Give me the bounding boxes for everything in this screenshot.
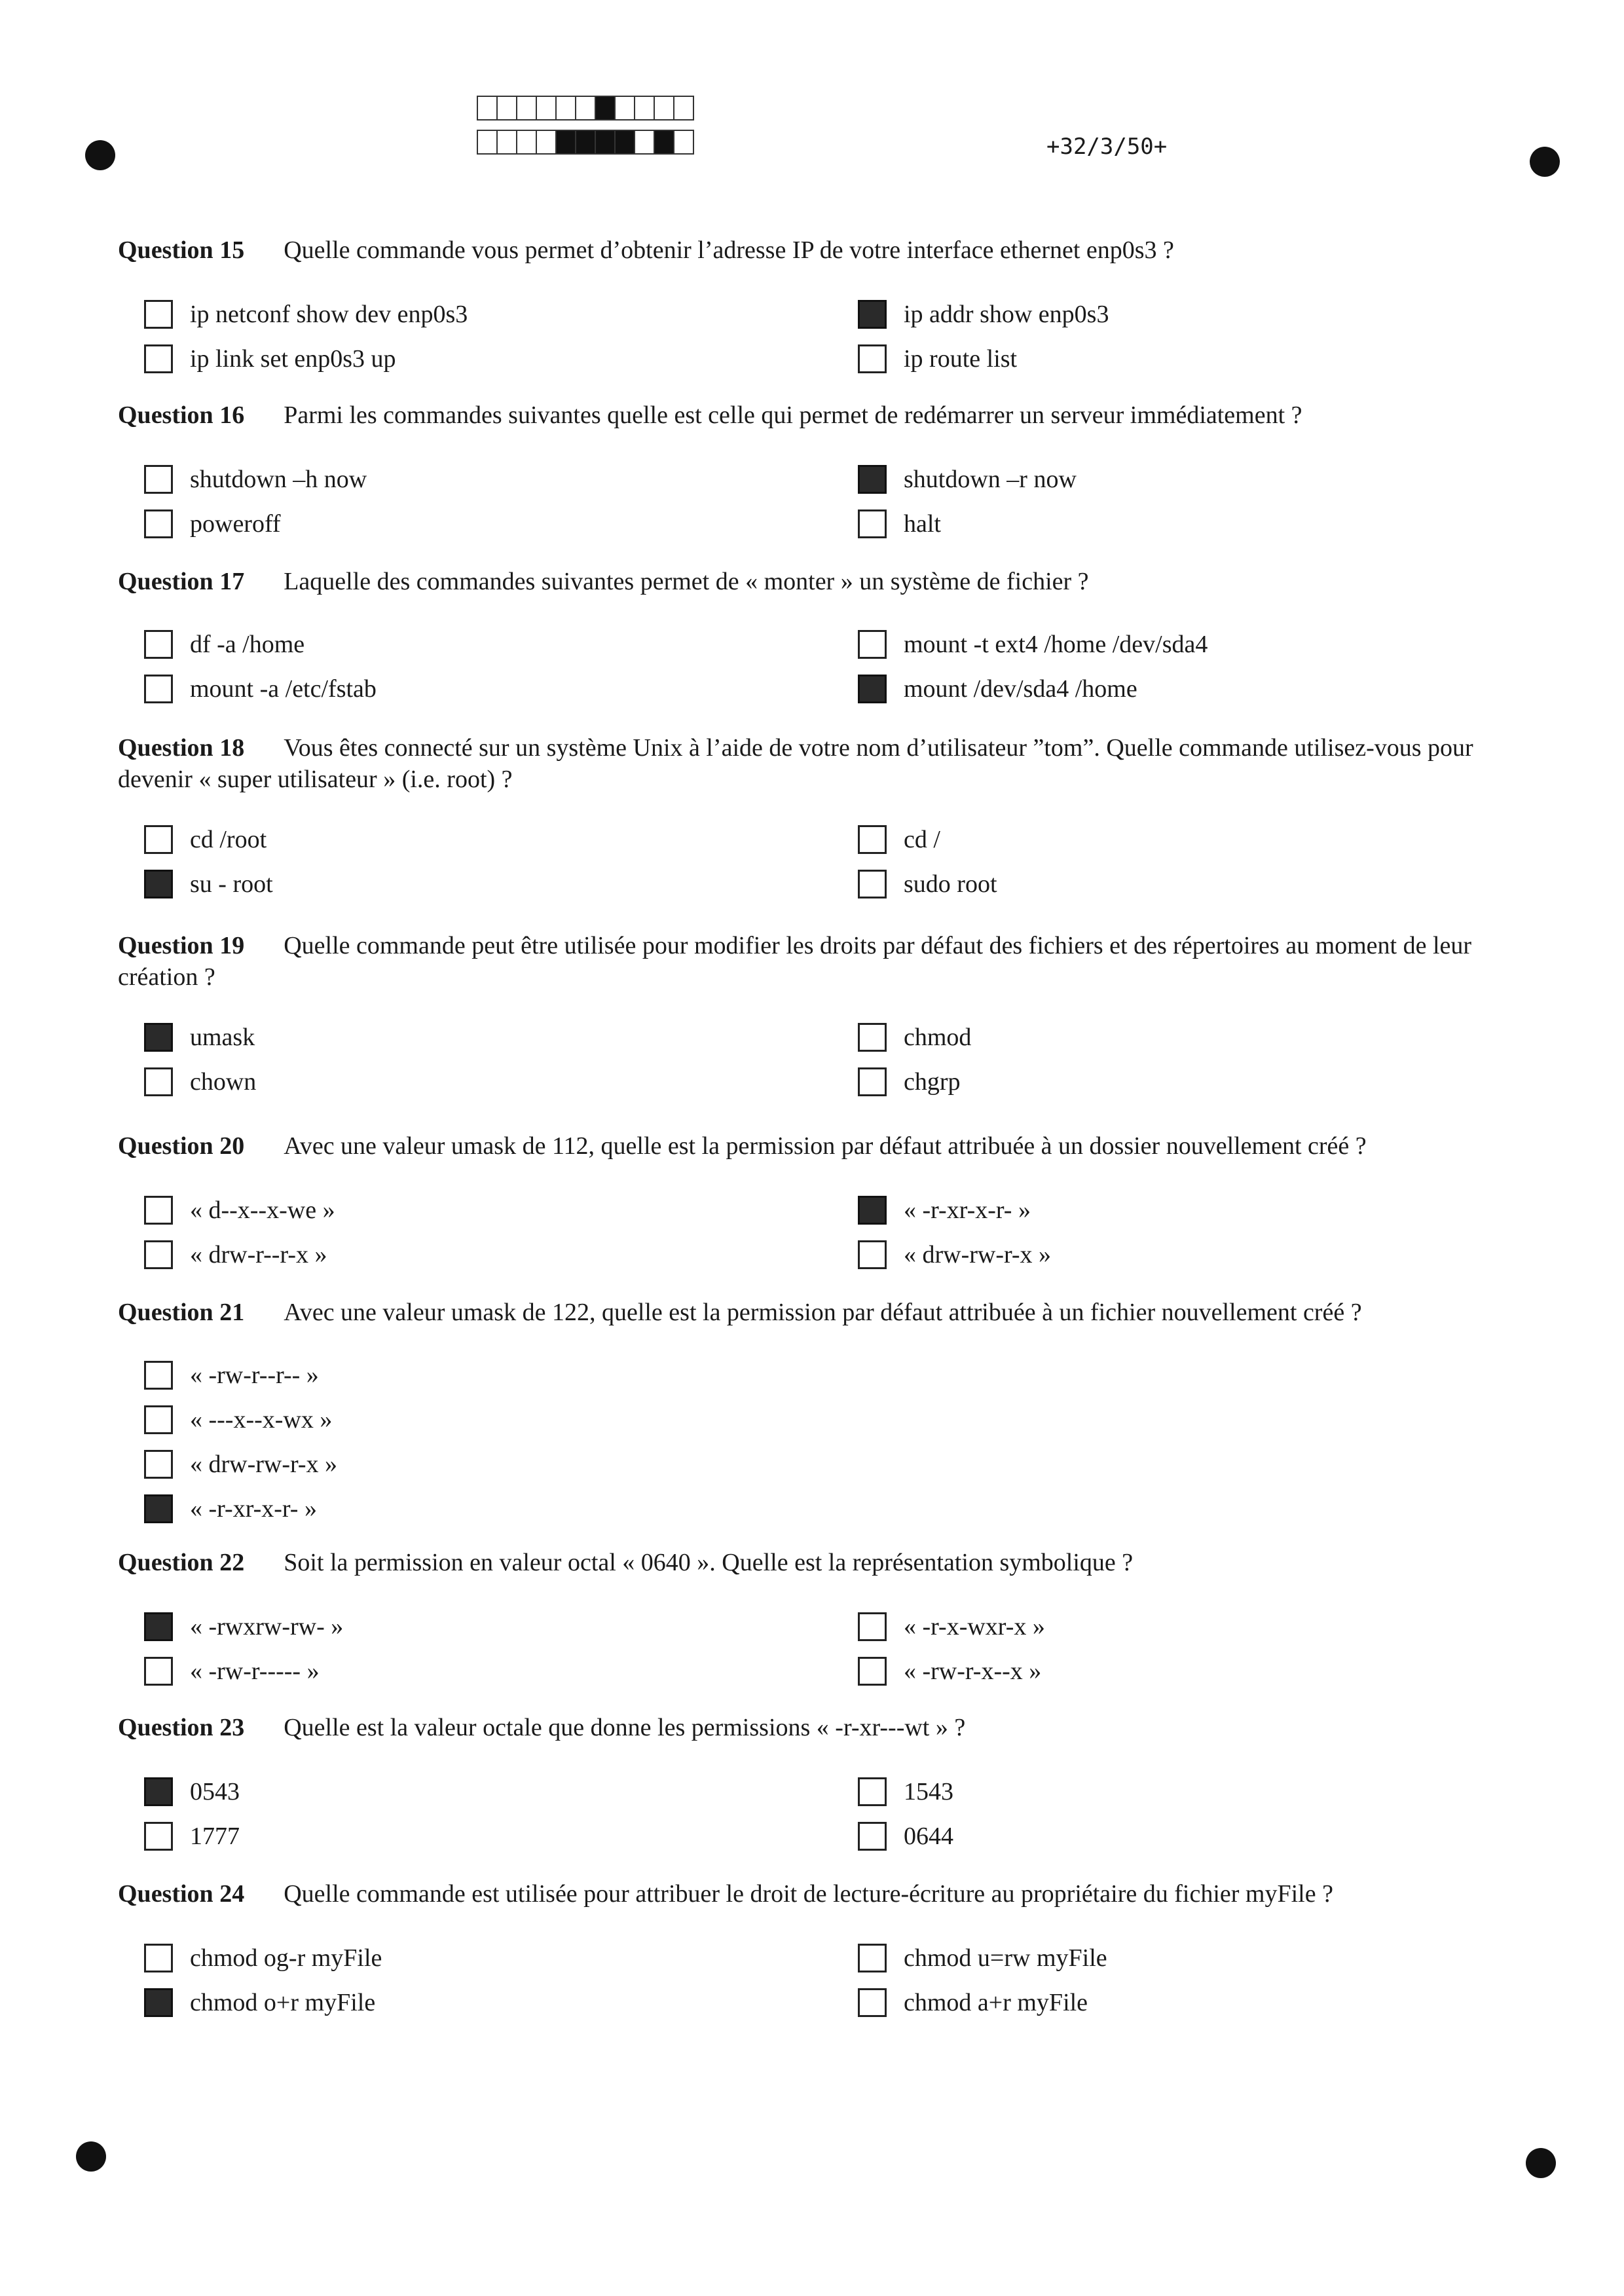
question-16 — [118, 399, 1526, 431]
checkbox[interactable] — [858, 1067, 887, 1096]
answer-label: chown — [190, 1068, 257, 1096]
answer-option[interactable] — [858, 1192, 1031, 1229]
registration-mark-top-left — [85, 140, 115, 170]
answer-label: chmod u=rw myFile — [904, 1944, 1107, 1972]
answer-option[interactable] — [858, 296, 1109, 333]
question-text: Quelle est la valeur octale que donne les permissions « -r-xr---wt » ? — [284, 1714, 966, 1741]
answer-option[interactable] — [858, 1064, 961, 1100]
barcode-cell — [496, 96, 517, 120]
question-22 — [118, 1547, 1526, 1578]
barcode-cell — [477, 96, 498, 120]
checkbox-checked[interactable] — [858, 300, 887, 329]
answer-label: « drw-rw-r-x » — [904, 1241, 1052, 1268]
answer-label: chmod og-r myFile — [190, 1944, 382, 1972]
answer-option[interactable] — [144, 1446, 337, 1483]
checkbox[interactable] — [858, 1240, 887, 1269]
answer-label: 1777 — [190, 1823, 240, 1850]
answer-label: « -r-xr-x-r- » — [904, 1196, 1031, 1224]
answer-option[interactable] — [144, 1491, 317, 1527]
page-barcode-row-1 — [477, 96, 693, 122]
question-24 — [118, 1878, 1526, 1910]
answer-option[interactable] — [144, 1401, 332, 1438]
answer-label: chgrp — [904, 1068, 961, 1096]
answer-label: ip route list — [904, 345, 1018, 373]
checkbox[interactable] — [144, 825, 173, 854]
checkbox[interactable] — [858, 509, 887, 538]
answer-option[interactable] — [144, 821, 267, 858]
checkbox[interactable] — [144, 1361, 173, 1390]
answer-option[interactable] — [858, 461, 1077, 498]
checkbox[interactable] — [144, 630, 173, 659]
answer-option[interactable] — [144, 1236, 327, 1273]
answer-label: sudo root — [904, 870, 997, 898]
answer-option[interactable] — [858, 1236, 1051, 1273]
checkbox-checked[interactable] — [144, 1612, 173, 1641]
page-code: +32/3/50+ — [1046, 134, 1168, 160]
checkbox[interactable] — [144, 1067, 173, 1096]
checkbox-checked[interactable] — [144, 1988, 173, 2017]
question-number: Question 16 — [118, 401, 245, 429]
barcode-cell — [575, 130, 596, 155]
answer-label: « drw-rw-r-x » — [190, 1451, 338, 1478]
answer-option[interactable] — [144, 1940, 382, 1976]
question-text: Laquelle des commandes suivantes permet de « monter » un système de fichier ? — [284, 568, 1089, 595]
registration-mark-top-right — [1530, 147, 1560, 177]
answer-label: chmod o+r myFile — [190, 1989, 376, 2016]
barcode-cell — [595, 96, 616, 120]
question-17 — [118, 566, 1526, 597]
answer-option[interactable] — [858, 1653, 1041, 1690]
checkbox[interactable] — [144, 1657, 173, 1686]
barcode-cell — [654, 96, 674, 120]
answer-label: « -r-xr-x-r- » — [190, 1495, 317, 1523]
answer-option[interactable] — [858, 626, 1208, 663]
barcode-cell — [575, 96, 596, 120]
answer-label: halt — [904, 510, 941, 538]
answer-option[interactable] — [144, 1773, 240, 1810]
answer-label: « -rwxrw-rw- » — [190, 1613, 344, 1640]
answer-label: « -rw-r--r-- » — [190, 1361, 319, 1389]
answer-label: 1543 — [904, 1778, 953, 1805]
checkbox[interactable] — [144, 1240, 173, 1269]
question-number: Question 17 — [118, 568, 245, 595]
question-text: Avec une valeur umask de 112, quelle est la permission par défaut attribuée à un dossier nouvellement créé ? — [284, 1132, 1367, 1160]
checkbox[interactable] — [858, 1612, 887, 1641]
question-15 — [118, 234, 1526, 266]
answer-option[interactable] — [144, 1357, 319, 1394]
question-number: Question 19 — [118, 932, 245, 959]
question-text: Parmi les commandes suivantes quelle est celle qui permet de redémarrer un serveur immédiatement ? — [284, 401, 1302, 429]
checkbox[interactable] — [144, 1450, 173, 1479]
barcode-cell — [516, 130, 537, 155]
checkbox[interactable] — [144, 1196, 173, 1225]
answer-label: « -r-x-wxr-x » — [904, 1613, 1045, 1640]
checkbox[interactable] — [858, 1988, 887, 2017]
answer-label: « -rw-r----- » — [190, 1657, 320, 1685]
answer-label: shutdown –r now — [904, 466, 1077, 493]
checkbox-checked[interactable] — [144, 1494, 173, 1523]
checkbox[interactable] — [858, 630, 887, 659]
answer-option[interactable] — [858, 1019, 971, 1056]
answer-label: shutdown –h now — [190, 466, 367, 493]
checkbox[interactable] — [858, 870, 887, 898]
checkbox[interactable] — [144, 465, 173, 494]
question-number: Question 20 — [118, 1132, 245, 1160]
checkbox[interactable] — [144, 509, 173, 538]
answer-option[interactable] — [858, 1773, 953, 1810]
answer-option[interactable] — [144, 1192, 335, 1229]
checkbox[interactable] — [144, 675, 173, 703]
answer-option[interactable] — [144, 1818, 240, 1855]
barcode-cell — [536, 96, 557, 120]
checkbox[interactable] — [858, 1023, 887, 1052]
answer-label: « ---x--x-wx » — [190, 1406, 333, 1434]
barcode-cell — [614, 96, 635, 120]
answer-option[interactable] — [858, 1940, 1107, 1976]
question-number: Question 24 — [118, 1880, 245, 1908]
answer-option[interactable] — [144, 1608, 343, 1645]
question-number: Question 15 — [118, 236, 245, 264]
checkbox[interactable] — [858, 825, 887, 854]
answer-option[interactable] — [144, 341, 396, 377]
checkbox[interactable] — [144, 1944, 173, 1972]
answer-label: 0644 — [904, 1823, 953, 1850]
answer-label: cd /root — [190, 826, 267, 853]
answer-label: su - root — [190, 870, 273, 898]
question-20 — [118, 1130, 1526, 1162]
answer-option[interactable] — [858, 341, 1017, 377]
answer-option[interactable] — [858, 1818, 953, 1855]
checkbox[interactable] — [144, 1822, 173, 1851]
answer-option[interactable] — [144, 671, 377, 707]
answer-label: 0543 — [190, 1778, 240, 1805]
answer-label: ip netconf show dev enp0s3 — [190, 301, 468, 328]
answer-option[interactable] — [144, 1984, 375, 2021]
answer-option[interactable] — [144, 1019, 255, 1056]
question-text: Avec une valeur umask de 122, quelle est la permission par défaut attribuée à un fichier nouvellement créé ? — [284, 1299, 1362, 1326]
checkbox[interactable] — [858, 1944, 887, 1972]
barcode-cell — [614, 130, 635, 155]
answer-option[interactable] — [144, 1064, 256, 1100]
answer-label: « drw-r--r-x » — [190, 1241, 327, 1268]
registration-mark-bottom-left — [76, 2141, 106, 2172]
checkbox-checked[interactable] — [858, 465, 887, 494]
answer-option[interactable] — [144, 296, 468, 333]
barcode-cell — [634, 96, 655, 120]
answer-option[interactable] — [144, 1653, 320, 1690]
question-text: Quelle commande peut être utilisée pour modifier les droits par défaut des fichiers et des répertoires au moment de leur création ? — [118, 932, 1472, 991]
answer-label: chmod a+r myFile — [904, 1989, 1088, 2016]
answer-label: poweroff — [190, 510, 281, 538]
checkbox[interactable] — [144, 300, 173, 329]
answer-option[interactable] — [144, 461, 367, 498]
answer-option[interactable] — [858, 866, 997, 902]
answer-option[interactable] — [144, 626, 304, 663]
checkbox-checked[interactable] — [858, 675, 887, 703]
barcode-cell — [496, 130, 517, 155]
answer-option[interactable] — [144, 866, 273, 902]
answer-option[interactable] — [858, 821, 940, 858]
barcode-cell — [555, 96, 576, 120]
answer-label: df -a /home — [190, 631, 305, 658]
question-23 — [118, 1712, 1526, 1743]
answer-label: ip addr show enp0s3 — [904, 301, 1109, 328]
barcode-cell — [536, 130, 557, 155]
answer-label: mount -a /etc/fstab — [190, 675, 377, 703]
registration-mark-bottom-right — [1526, 2148, 1556, 2178]
question-number: Question 21 — [118, 1299, 245, 1326]
barcode-cell — [634, 130, 655, 155]
question-text: Vous êtes connecté sur un système Unix à l’aide de votre nom d’utilisateur ”tom”. Quelle commande utilisez-vous pour devenir « super utilisateur » (i.e. root) ? — [118, 734, 1473, 793]
checkbox[interactable] — [858, 1657, 887, 1686]
checkbox-checked[interactable] — [144, 870, 173, 898]
answer-label: « -rw-r-x--x » — [904, 1657, 1042, 1685]
barcode-cell — [673, 130, 694, 155]
question-text: Soit la permission en valeur octal « 0640 ». Quelle est la représentation symbolique ? — [284, 1549, 1134, 1576]
answer-option[interactable] — [858, 1608, 1045, 1645]
barcode-cell — [477, 130, 498, 155]
barcode-cell — [673, 96, 694, 120]
question-number: Question 23 — [118, 1714, 245, 1741]
checkbox[interactable] — [144, 344, 173, 373]
checkbox[interactable] — [858, 344, 887, 373]
answer-option[interactable] — [858, 506, 941, 542]
barcode-cell — [595, 130, 616, 155]
checkbox-checked[interactable] — [144, 1023, 173, 1052]
question-21 — [118, 1297, 1526, 1328]
question-text: Quelle commande vous permet d’obtenir l’adresse IP de votre interface ethernet enp0s3 ? — [284, 236, 1174, 264]
barcode-cell — [516, 96, 537, 120]
answer-label: ip link set enp0s3 up — [190, 345, 396, 373]
answer-option[interactable] — [858, 671, 1137, 707]
checkbox-checked[interactable] — [858, 1196, 887, 1225]
barcode-cell — [555, 130, 576, 155]
question-18 — [118, 732, 1526, 795]
page-barcode-row-2 — [477, 130, 693, 156]
answer-option[interactable] — [858, 1984, 1088, 2021]
question-number: Question 22 — [118, 1549, 245, 1576]
question-number: Question 18 — [118, 734, 245, 762]
answer-label: « d--x--x-we » — [190, 1196, 335, 1224]
answer-label: mount /dev/sda4 /home — [904, 675, 1137, 703]
question-text: Quelle commande est utilisée pour attribuer le droit de lecture-écriture au propriétaire du fichier myFile ? — [284, 1880, 1333, 1908]
answer-label: chmod — [904, 1024, 972, 1051]
question-19 — [118, 930, 1526, 993]
checkbox[interactable] — [144, 1405, 173, 1434]
answer-label: umask — [190, 1024, 255, 1051]
barcode-cell — [654, 130, 674, 155]
checkbox-checked[interactable] — [144, 1777, 173, 1806]
answer-label: cd / — [904, 826, 940, 853]
answer-option[interactable] — [144, 506, 281, 542]
answer-label: mount -t ext4 /home /dev/sda4 — [904, 631, 1208, 658]
checkbox[interactable] — [858, 1777, 887, 1806]
checkbox[interactable] — [858, 1822, 887, 1851]
